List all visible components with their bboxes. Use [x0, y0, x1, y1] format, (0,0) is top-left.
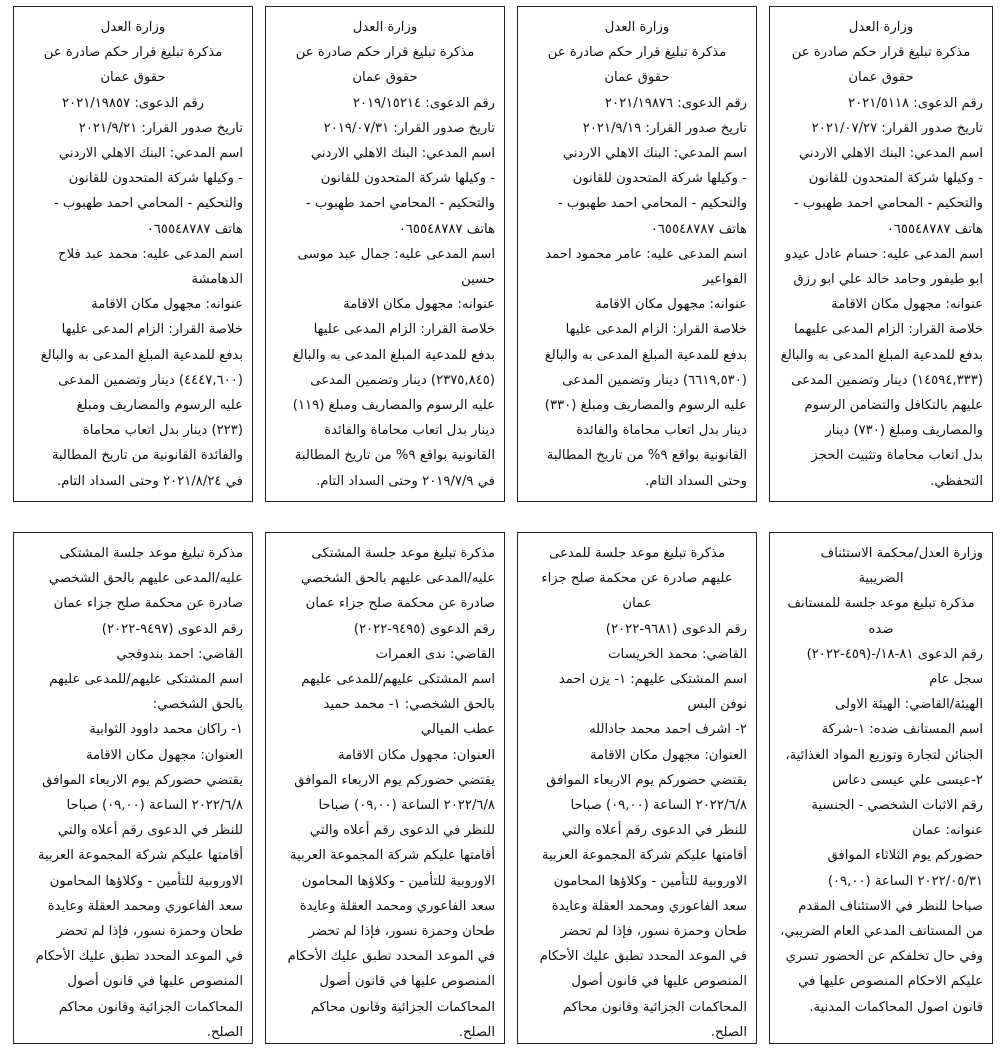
notice-line: اسم المدعى عليه: حسام عادل عيدو [785, 246, 983, 262]
notice-box [517, 6, 757, 502]
notice-line: دينار بدل اتعاب محاماة والفائدة [576, 423, 747, 439]
notice-line: والتحكيم - المحامي احمد طهبوب - [53, 196, 243, 212]
notice-line: حضوركم يوم الثلاثاء الموافق [827, 848, 983, 864]
notice-line: هاتف ٠٦٥٥٤٨٧٨٧ [398, 221, 495, 237]
notice-line: (٤٤٤٧,٦٠٠) دينار وتضمين المدعى [58, 372, 243, 388]
notice-line: اسم المدعي: البنك الاهلي الاردني [58, 146, 243, 162]
notice-line: للنظر في الدعوى رقم أعلاه والتي [561, 823, 747, 839]
notice-line: ٢٠٢٢/٦/٨ الساعة (٠٩,٠٠) صباحا [318, 798, 495, 814]
notice-line: عليه/المدعى عليهم بالحق الشخصي [300, 571, 495, 587]
notice-line: وزارة العدل [604, 20, 670, 35]
notice-line: العنوان: مجهول مكان الاقامة [590, 747, 747, 763]
notice-line: المحاكمات الجزائية وقانون محاكم [562, 999, 747, 1015]
notice-line: عليه الرسوم والمصاريف ومبلغ (٣٣٠) [544, 398, 747, 414]
notice-line: اسم المدعى عليه: عامر محمود احمد [545, 246, 747, 262]
notice-line: العنوان: مجهول مكان الاقامة [338, 747, 495, 763]
notice-line: والمصاريف ومبلغ (٧٣٠) دينار [825, 423, 983, 439]
notice-line: خلاصة القرار: الزام المدعى عليها [313, 322, 495, 338]
notice-line: القانونية بواقع ٩% من تاريخ المطالبة [294, 448, 495, 464]
notice-line: للنظر في الدعوى رقم أعلاه والتي [309, 823, 495, 839]
notice-line: بدل اتعاب محاماة وتثبيت الحجز [811, 448, 983, 464]
notice-line: عليكم الاحكام المنصوص عليها في [798, 974, 983, 990]
notice-line: المنصوص عليها في قانون أصول [571, 974, 747, 990]
notice-line: بدفع للمدعية المبلغ المدعى به والبالغ [780, 347, 983, 363]
notice-line: تاريخ صدور القرار: ٢٠٢١/٩/١٩ [582, 120, 747, 136]
notice-line: - وكيلها شركة المتحدون للقانون [572, 171, 747, 187]
notice-line: نوفن البس [687, 697, 747, 713]
notice-line: رقم الاثبات الشخصي - الجنسية [811, 798, 983, 814]
notice-line: عنوانه: مجهول مكان الاقامة [343, 297, 495, 313]
notice-line: وزارة العدل/محكمة الاستئناف [820, 546, 983, 561]
notice-line: - وكيلها شركة المتحدون للقانون [320, 171, 495, 187]
notice-line: حقوق عمان [848, 70, 914, 86]
notice-line: مذكرة تبليغ قرار حكم صادرة عن [295, 45, 475, 61]
notice-line: القاضي: ندى العمرات [375, 646, 495, 662]
notice-line: التحفظي. [930, 473, 983, 489]
notice-line: طحان وحمزة نسور، فإذا لم تحضر [560, 924, 747, 940]
notice-line: ٢-عيسى علي عيسى دعاس [832, 772, 983, 788]
notice-line: تاريخ صدور القرار: ٢٠٢١/٠٧/٢٧ [811, 120, 983, 136]
notice-line: - وكيلها شركة المتحدون للقانون [68, 171, 243, 187]
notice-line: اسم المدعي: البنك الاهلي الاردني [310, 146, 495, 162]
notice-line: للنظر في الدعوى رقم أعلاه والتي [57, 823, 243, 839]
notice-line: بدفع للمدعية المبلغ المدعى به والبالغ [40, 347, 243, 363]
notice-line: وزارة العدل [100, 20, 166, 35]
notice-line: رقم الدعوى: ٢٠٢١/١٩٨٧٦ [604, 95, 747, 111]
notice-line: والتحكيم - المحامي احمد طهبوب - [793, 196, 983, 212]
notice-line: سعد الفاعوري ومحمد العقلة وعايدة [299, 898, 495, 914]
notice-line: يقتضي حضوركم يوم الاربعاء الموافق [546, 772, 747, 788]
notice-line: عنوانه: مجهول مكان الاقامة [91, 297, 243, 313]
notice-line: خلاصة القرار: الزام المدعى عليها [61, 322, 243, 338]
notice-line: بالحق الشخصي: [152, 697, 243, 713]
notice-line: الفواعير [703, 272, 747, 288]
notice-line: عليه الرسوم والمصاريف ومبلغ (١١٩) [292, 398, 495, 414]
notice-line: أقامتها عليكم شركة المجموعة العربية [37, 848, 243, 864]
notice-line: العنوان: مجهول مكان الاقامة [86, 747, 243, 763]
notice-line: حقوق عمان [352, 70, 418, 86]
notice-line: في ٢٠١٩/٧/٩ وحتى السداد التام. [316, 473, 495, 489]
notice-line: ٢٠٢٢/٦/٨ الساعة (٠٩,٠٠) صباحا [66, 798, 243, 814]
notice-line: طحان وحمزة نسور، فإذا لم تحضر [56, 924, 243, 940]
notice-line: الضريبية [858, 571, 904, 587]
notice-line: اسم المشتكى عليهم/للمدعى عليهم [301, 672, 495, 688]
notice-line: (٢٣٧٥,٨٤٥) دينار وتضمين المدعى [310, 372, 495, 388]
notice-line: اسم المدعى عليه: جمال عبد موسى [297, 246, 495, 262]
notice-line: بدفع للمدعية المبلغ المدعى به والبالغ [544, 347, 747, 363]
notice-line: أقامتها عليكم شركة المجموعة العربية [541, 848, 747, 864]
notice-line: عليه/المدعى عليهم بالحق الشخصي [48, 571, 243, 587]
notice-line: والتحكيم - المحامي احمد طهبوب - [557, 196, 747, 212]
notice-line: في الموعد المحدد تطبق عليك الأحكام [539, 949, 747, 965]
notice-line: هاتف ٠٦٥٥٤٨٧٨٧ [650, 221, 747, 237]
notice-box [769, 532, 993, 1044]
notice-line: رقم الدعوى ٨١-١٨/-(٤٥٩-٢٠٢٢) [806, 646, 983, 662]
notice-line: والتحكيم - المحامي احمد طهبوب - [305, 196, 495, 212]
notice-line: المنصوص عليها في قانون أصول [319, 974, 495, 990]
notice-line: صباحا للنظر في الاستئناف المقدم [798, 898, 983, 914]
notice-line: رقم الدعوى: ٢٠١٩/١٥٢١٤ [352, 95, 495, 111]
notice-line: مذكرة تبليغ قرار حكم صادرة عن [547, 45, 727, 61]
notice-line: رقم الدعوى: ٢٠٢١/٥١١٨ [848, 95, 983, 111]
notice-line: خلاصة القرار: الزام المدعى عليهما [794, 322, 983, 338]
notice-line: ١- راكان محمد داوود الثوابية [89, 722, 243, 738]
notice-line: الدهامشة [191, 272, 243, 288]
notice-line: طحان وحمزة نسور، فإذا لم تحضر [308, 924, 495, 940]
notice-line: المنصوص عليها في قانون أصول [67, 974, 243, 990]
notice-line: عطب الميالي [420, 722, 495, 738]
notice-line: عمان [622, 596, 652, 612]
notice-line: صادرة عن محكمة صلح جزاء عمان [53, 596, 243, 612]
notice-line: ٢- اشرف احمد محمد جادالله [589, 722, 747, 738]
notice-line: اسم المدعي: البنك الاهلي الاردني [798, 146, 983, 162]
notice-line: (١٤٥٩٤,٣٣٣) دينار وتضمين المدعى [791, 372, 983, 388]
notice-line: من المستانف المدعي العام الضريبي، [780, 924, 983, 940]
notice-line: يقتضي حضوركم يوم الاربعاء الموافق [294, 772, 495, 788]
notice-box [265, 532, 505, 1044]
notice-line: رقم الدعوى (٩٦٨١-٢٠٢٢) [605, 621, 747, 637]
notice-line: القاضي: محمد الخريسات [608, 646, 747, 662]
notice-line: الاوروبية للتأمين - وكلاؤها المحامون [553, 873, 747, 889]
notice-line: مذكرة تبليغ قرار حكم صادرة عن [791, 45, 971, 61]
notice-line: اسم المستانف ضده: ١-شركة [821, 722, 983, 738]
notice-line: في الموعد المحدد تطبق عليك الأحكام [35, 949, 243, 965]
notice-line: القانونية بواقع ٩% من تاريخ المطالبة [546, 448, 747, 464]
notice-line: دينار بدل اتعاب محاماة والفائدة [324, 423, 495, 439]
notice-line: عنوانه: مجهول مكان الاقامة [831, 297, 983, 313]
notice-line: اسم المدعى عليه: محمد عبد فلاح [58, 246, 243, 262]
notice-line: والفائدة القانونية من تاريخ المطالبة [51, 448, 243, 464]
notice-line: صادرة عن محكمة صلح جزاء عمان [305, 596, 495, 612]
notice-line: (٢٢٣) دينار بدل اتعاب محاماة [82, 423, 243, 439]
notice-line: رقم الدعوى (٩٤٩٧-٢٠٢٢) [101, 621, 243, 637]
notice-line: اسم المدعي: البنك الاهلي الاردني [562, 146, 747, 162]
notice-line: عليهم بالتكافل والتضامن الرسوم [804, 398, 983, 414]
notice-line: ٢٠٢٢/٠٥/٣١ الساعة (٠٩,٠٠) [827, 873, 983, 889]
notice-line: المحاكمات الجزائية وقانون محاكم [310, 999, 495, 1015]
notice-box [769, 6, 993, 502]
notice-box [13, 6, 253, 502]
notice-line: وزارة العدل [352, 20, 418, 35]
notice-line: المحاكمات الجزائية وقانون محاكم [58, 999, 243, 1015]
notice-line: تاريخ صدور القرار: ٢٠١٩/٠٧/٣١ [323, 120, 495, 136]
notice-line: خلاصة القرار: الزام المدعى عليها [565, 322, 747, 338]
notice-line: اسم المشتكى عليهم/للمدعى عليهم [49, 672, 243, 688]
notice-line: ابو طيفور وحامد خالد علي ابو رزق [793, 272, 983, 288]
notice-line: وزارة العدل [848, 20, 914, 35]
notice-line: مذكرة تبليغ موعد جلسة المشتكى [59, 546, 243, 561]
notice-line: اسم المشتكى عليهم: ١- يزن احمد [558, 672, 747, 688]
notice-line: الصلح. [458, 1024, 495, 1040]
notice-line: هاتف ٠٦٥٥٤٨٧٨٧ [146, 221, 243, 237]
notice-line: مذكرة تبليغ موعد جلسة للمدعى [548, 546, 726, 561]
notice-line: مذكرة تبليغ قرار حكم صادرة عن [43, 45, 223, 61]
notice-line: حقوق عمان [604, 70, 670, 86]
notice-line: سعد الفاعوري ومحمد العقلة وعايدة [551, 898, 747, 914]
notice-line: يقتضي حضوركم يوم الاربعاء الموافق [42, 772, 243, 788]
notice-line: رقم الدعوى: ٢٠٢١/١٩٨٥٧ [61, 95, 205, 111]
notice-line: هاتف ٠٦٥٥٤٨٧٨٧ [886, 221, 983, 237]
notice-line: ضده [868, 621, 894, 637]
notice-line: وفي حال تخلفكم عن الحضور تسري [785, 949, 983, 965]
notice-line: حقوق عمان [100, 70, 166, 86]
notice-line: (٦٦١٩,٥٣٠) دينار وتضمين المدعى [562, 372, 747, 388]
notice-line: وحتى السداد التام. [645, 473, 747, 489]
notice-line: عنوانه: مجهول مكان الاقامة [595, 297, 747, 313]
notice-box [517, 532, 757, 1044]
notice-line: سجل عام [929, 672, 983, 688]
notice-line: تاريخ صدور القرار: ٢٠٢١/٩/٢١ [78, 120, 243, 136]
notice-line: الاوروبية للتأمين - وكلاؤها المحامون [49, 873, 243, 889]
notice-line: سعد الفاعوري ومحمد العقلة وعايدة [47, 898, 243, 914]
notice-line: مذكرة تبليغ موعد جلسة للمستانف [787, 596, 975, 612]
notice-line: أقامتها عليكم شركة المجموعة العربية [289, 848, 495, 864]
notice-line: مذكرة تبليغ موعد جلسة المشتكى [311, 546, 495, 561]
notice-line: الصلح. [710, 1024, 747, 1040]
notice-line: - وكيلها شركة المتحدون للقانون [808, 171, 983, 187]
notice-line: في الموعد المحدد تطبق عليك الأحكام [287, 949, 495, 965]
notice-line: القاضي: احمد بندوقجي [116, 646, 243, 662]
notice-line: عليهم صادرة عن محكمة صلح جزاء [541, 571, 733, 587]
notice-box [265, 6, 505, 502]
notice-line: الجنائن لتجارة وتوزيع المواد الغذائية، [785, 747, 983, 763]
notice-line: الاوروبية للتأمين - وكلاؤها المحامون [301, 873, 495, 889]
notice-line: قانون اصول المحاكمات المدنية. [809, 999, 983, 1015]
notice-line: الصلح. [206, 1024, 243, 1040]
notice-line: حسين [461, 272, 495, 288]
notice-line: في ٢٠٢١/٨/٢٤ وحتى السداد التام. [57, 473, 243, 489]
notice-box [13, 532, 253, 1044]
notice-line: بالحق الشخصي: ١- محمد حميد [323, 697, 495, 713]
notice-line: رقم الدعوى (٩٤٩٥-٢٠٢٢) [353, 621, 495, 637]
notice-line: عليه الرسوم والمصاريف ومبلغ [76, 398, 243, 414]
notice-line: عنوانه: عمان [912, 823, 983, 839]
notice-line: الهيئة/القاضي: الهيئة الاولى [835, 697, 983, 713]
notice-line: ٢٠٢٢/٦/٨ الساعة (٠٩,٠٠) صباحا [570, 798, 747, 814]
notice-line: بدفع للمدعية المبلغ المدعى به والبالغ [292, 347, 495, 363]
